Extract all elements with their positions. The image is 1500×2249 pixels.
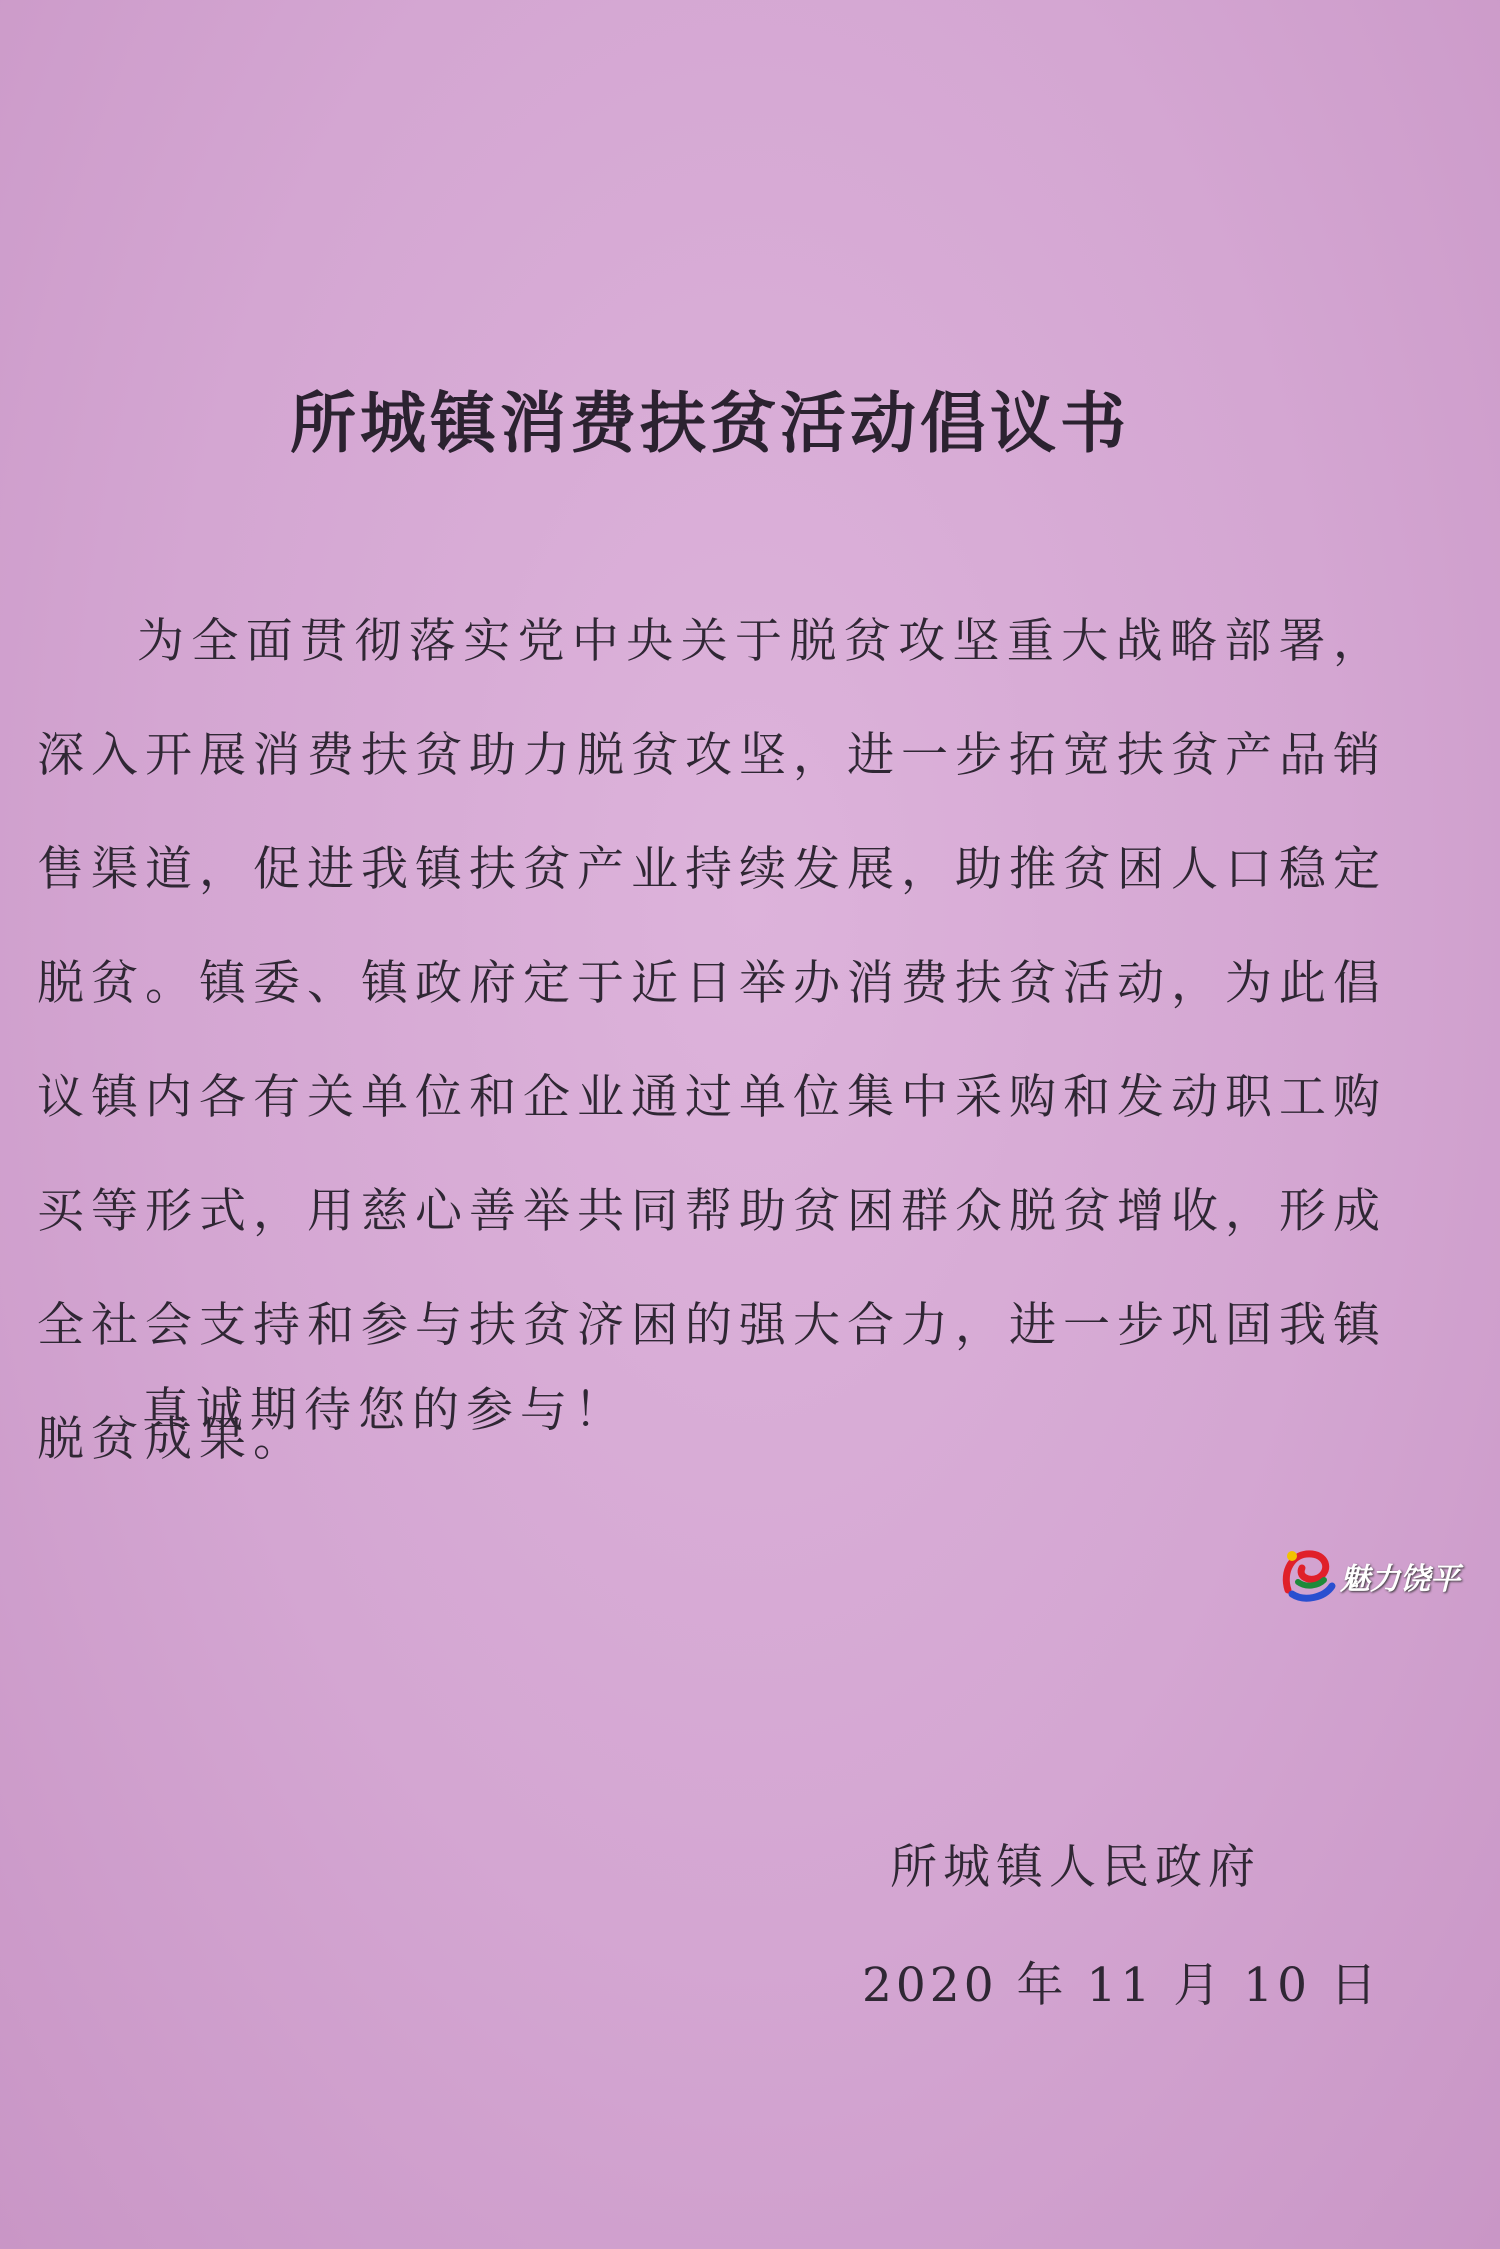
signature-date: 2020 年 11 月 10 日 bbox=[862, 1958, 1381, 2013]
logo-icon bbox=[1278, 1542, 1340, 1604]
document-title: 所城镇消费扶贫活动倡议书 bbox=[290, 384, 1130, 462]
signer: 所城镇人民政府 bbox=[890, 1840, 1261, 1895]
watermark-text: 魅力饶平 bbox=[1340, 1562, 1460, 1597]
watermark bbox=[1278, 1538, 1478, 1608]
closing-line: 真诚期待您的参与！ bbox=[142, 1383, 628, 1438]
document-body-paragraph: 为全面贯彻落实党中央关于脱贫攻坚重大战略部署，深入开展消费扶贫助力脱贫攻坚，进一步拓宽扶贫产品销售渠道，促进我镇扶贫产业持续发展，助推贫困人口稳定脱贫。镇委、镇政府定于近日举办消费扶贫活动，为此倡议镇内各有关单位和企业通过单位集中采购和发动职工购买等形式，用慈心善举共同帮助贫困群众脱贫增收，形成全社会支持和参与扶贫济困的强大合力，进一步巩固我镇脱贫成果。 bbox=[37, 614, 1387, 1467]
